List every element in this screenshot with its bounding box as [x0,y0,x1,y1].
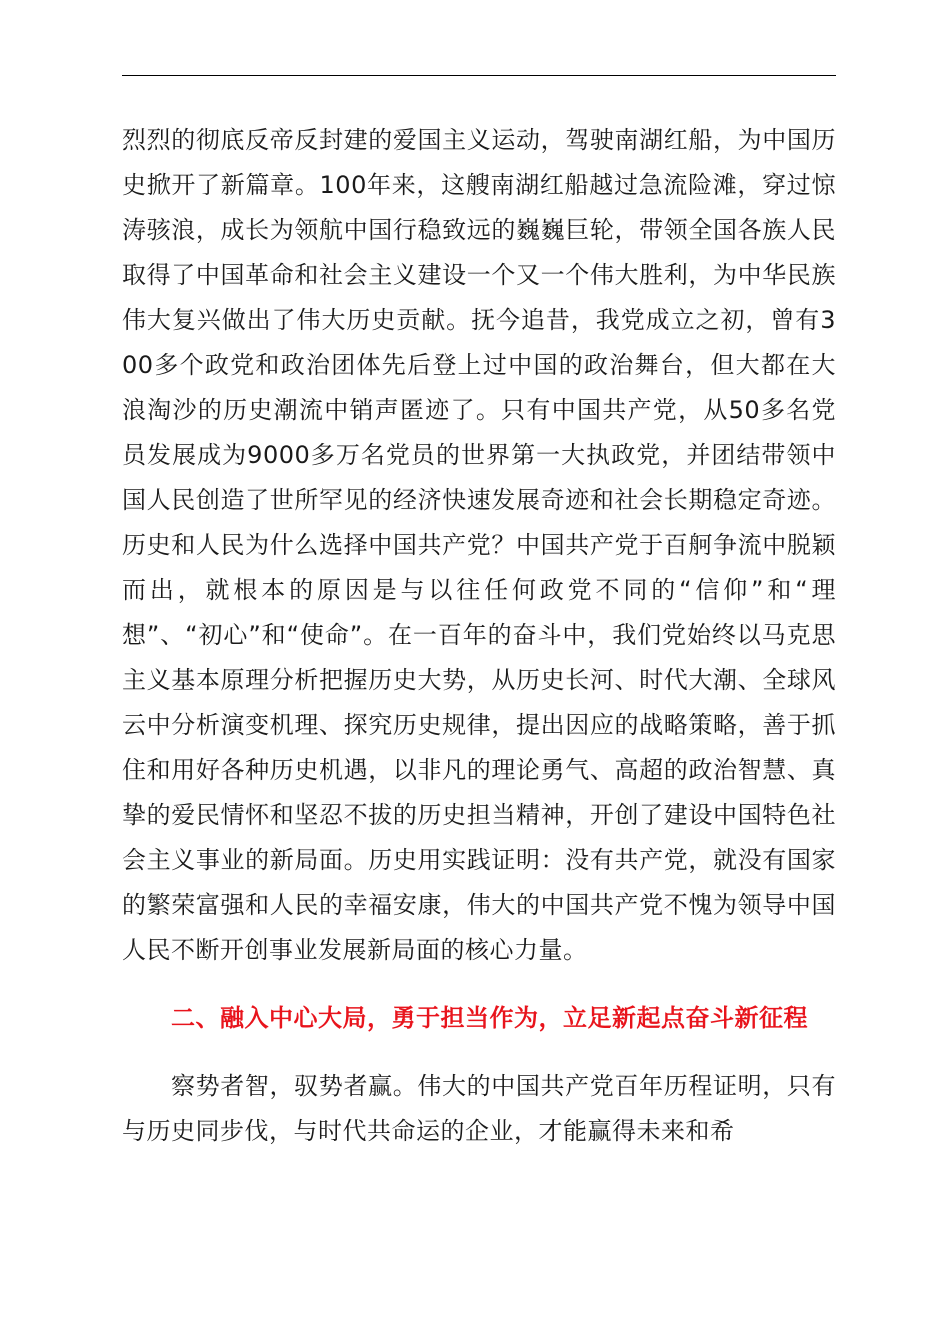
header-rule [122,75,836,76]
section-heading: 二、融入中心大局，勇于担当作为，立足新起点奋斗新征程 [171,1004,808,1032]
body-paragraph-next: 察势者智，驭势者赢。伟大的中国共产党百年历程证明，只有与历史同步伐，与时代共命运的企业，才能赢得未来和希 [122,1072,836,1145]
body-paragraph-continued: 烈烈的彻底反帝反封建的爱国主义运动，驾驶南湖红船，为中国历史掀开了新篇章。100年来，这艘南湖红船越过急流险滩，穿过惊涛骇浪，成长为领航中国行稳致远的巍巍巨轮，带领全国各族人民取得了中国革命和社会主义建设一个又一个伟大胜利，为中华民族伟大复兴做出了伟大历史贡献。抚今追昔，我党成立之初，曾有300多个政党和政治团体先后登上过中国的政治舞台，但大都在大浪淘沙的历史潮流中销声匿迹了。只有中国共产党，从50多名党员发展成为9000多万名党员的世界第一大执政党，并团结带领中国人民创造了世所罕见的经济快速发展奇迹和社会长期稳定奇迹。历史和人民为什么选择中国共产党？中国共产党于百舸争流中脱颖而出，就根本的原因是与以往任何政党不同的“信仰”和“理想”、“初心”和“使命”。在一百年的奋斗中，我们党始终以马克思主义基本原理分析把握历史大势，从历史长河、时代大潮、全球风云中分析演变机理、探究历史规律，提出因应的战略策略，善于抓住和用好各种历史机遇，以非凡的理论勇气、高超的政治智慧、真挚的爱民情怀和坚忍不拔的历史担当精神，开创了建设中国特色社会主义事业的新局面。历史用实践证明：没有共产党，就没有国家的繁荣富强和人民的幸福安康，伟大的中国共产党不愧为领导中国人民不断开创事业发展新局面的核心力量。 [122,126,836,964]
document-body [122,118,836,1154]
